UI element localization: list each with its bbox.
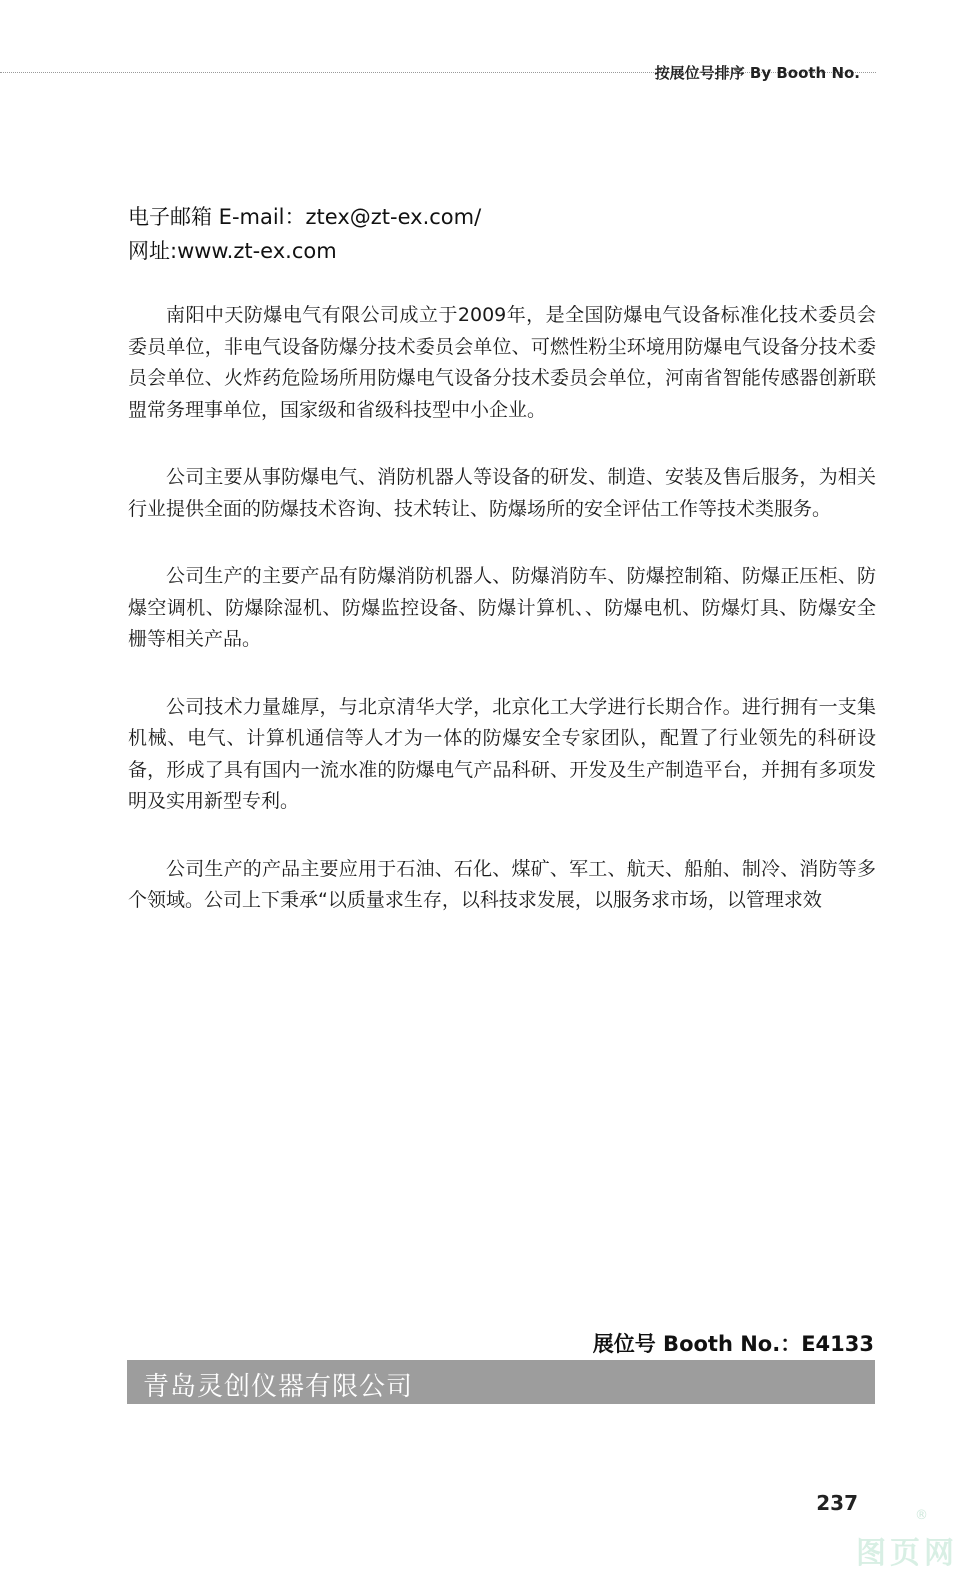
company-name: 青岛灵创仪器有限公司 (143, 1372, 414, 1402)
paragraph-applications: 公司生产的产品主要应用于石油、石化、煤矿、军工、航天、船舶、制冷、消防等多个领域。公司上下秉承“以质量求生存，以科技求发展，以服务求市场，以管理求效 (128, 857, 876, 911)
paragraph-products: 公司生产的主要产品有防爆消防机器人、防爆消防车、防爆控制箱、防爆正压柜、防爆空调机、防爆除湿机、防爆监控设备、防爆计算机、、防爆电机、防爆灯具、防爆安全栅等相关产品。 (128, 565, 876, 650)
booth-number: 展位号 Booth No.：E4133 (592, 1332, 874, 1356)
page-number: 237 (816, 1491, 858, 1515)
contact-block (128, 200, 888, 268)
email-line: 电子邮箱 E-mail：ztex@zt-ex.com/ (128, 205, 482, 229)
company-name-bar (127, 1360, 875, 1404)
paragraph-technology: 公司技术力量雄厚，与北京清华大学，北京化工大学进行长期合作。进行拥有一支集机械、电气、计算机通信等人才为一体的防爆安全专家团队，配置了行业领先的科研设备，形成了具有国内一流水准的防爆电气产品科研、开发及生产制造平台，并拥有多项发明及实用新型专利。 (128, 695, 876, 812)
header-sort-label: 按展位号排序 By Booth No. (654, 64, 860, 82)
watermark-logo: 图页网 (856, 1536, 958, 1571)
registered-mark: ® (915, 1508, 928, 1523)
paragraph-intro: 南阳中天防爆电气有限公司成立于2009年，是全国防爆电气设备标准化技术委员会委员单位，非电气设备防爆分技术委员会单位、可燃性粉尘环境用防爆电气设备分技术委员会单位、火炸药危险场所用防爆电气设备分技术委员会单位，河南省智能传感器创新联盟常务理事单位，国家级和省级科技型中小企业。 (128, 304, 876, 421)
website-line: 网址:www.zt-ex.com (128, 239, 337, 263)
paragraph-business: 公司主要从事防爆电气、消防机器人等设备的研发、制造、安装及售后服务，为相关行业提供全面的防爆技术咨询、技术转让、防爆场所的安全评估工作等技术类服务。 (128, 466, 876, 520)
company-description (128, 300, 876, 953)
